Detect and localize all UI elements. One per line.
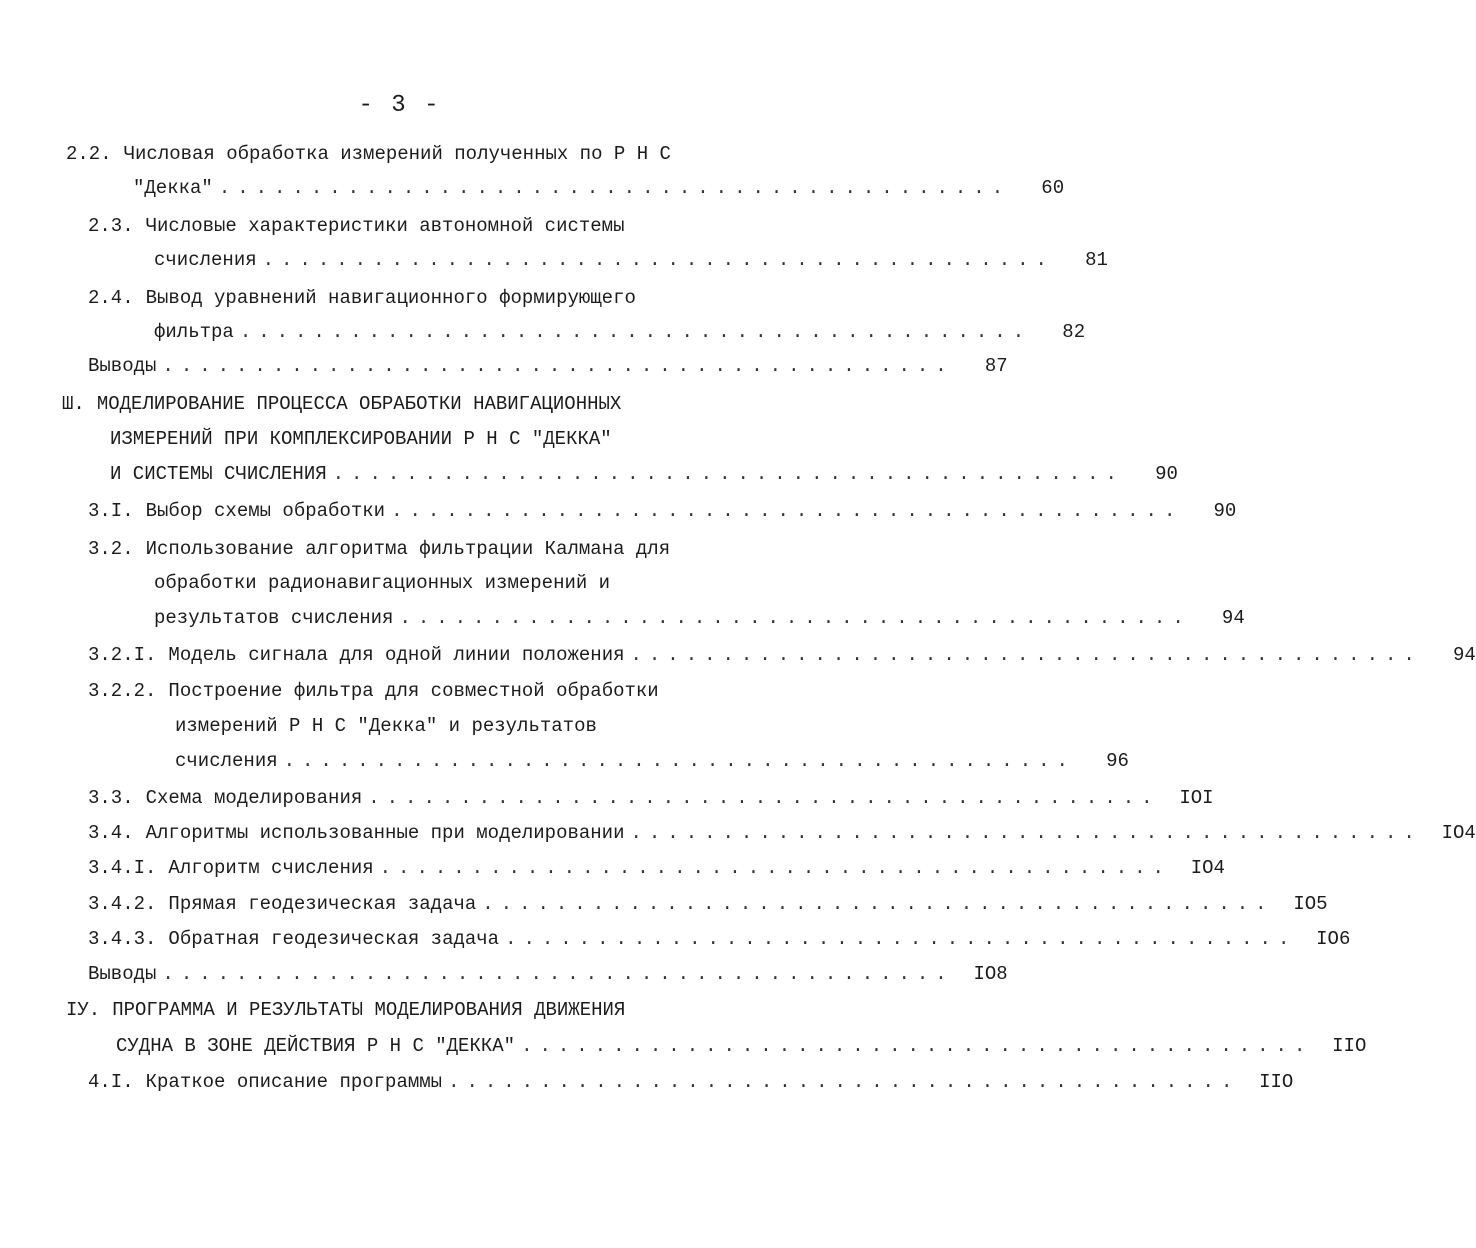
toc-line [88, 537, 670, 561]
page-ref: IO4 [1441, 822, 1476, 844]
toc-line [88, 962, 1008, 986]
page-ref: 87 [984, 355, 1008, 377]
toc-line [175, 749, 1129, 773]
section-title: Алгоритм счисления [168, 857, 374, 879]
section-title: Модель сигнала для одной линии положения [168, 644, 625, 666]
section-title: фильтра [154, 321, 234, 343]
page-ref: 81 [1085, 249, 1108, 271]
section-number: 3.4.2. [88, 893, 157, 915]
dot-leader: ........................................... [162, 963, 954, 985]
dot-leader: ........................................... [283, 750, 1075, 772]
section-title: Выводы [88, 963, 157, 985]
toc-line [62, 392, 621, 416]
dot-leader: ........................................... [368, 787, 1160, 809]
toc-line [175, 714, 597, 738]
section-title: обработки радионавигационных измерений и [154, 572, 611, 594]
page-ref: 90 [1213, 500, 1237, 522]
toc-line [154, 320, 1086, 344]
page-ref: IO6 [1316, 928, 1351, 950]
section-title: Прямая геодезическая задача [168, 893, 477, 915]
dot-leader: ........................................... [521, 1035, 1313, 1057]
toc-line [88, 821, 1476, 845]
page-ref: IOI [1179, 787, 1214, 809]
section-number: 2.2. [66, 143, 112, 165]
page-ref: 96 [1106, 750, 1129, 772]
section-title: Числовые характеристики автономной системы [145, 215, 625, 237]
dot-leader: ........................................... [482, 893, 1274, 915]
page-ref: 82 [1062, 321, 1086, 343]
section-title: Алгоритмы использованные при моделировании [145, 822, 625, 844]
toc-line [133, 176, 1065, 200]
toc-line [66, 998, 625, 1022]
section-title: И СИСТЕМЫ СЧИСЛЕНИЯ [110, 463, 327, 485]
toc-line [88, 679, 659, 703]
toc-line [110, 427, 612, 451]
section-title: Использование алгоритма фильтрации Калмана для [145, 538, 671, 560]
section-number: 3.2. [88, 538, 134, 560]
page-ref: 94 [1221, 607, 1245, 629]
toc-line [88, 927, 1351, 951]
section-number: IУ. [66, 999, 101, 1021]
section-number: 3.4.3. [88, 928, 157, 950]
section-title: Построение фильтра для совместной обработки [168, 680, 659, 702]
toc-line [88, 214, 625, 238]
toc-line [88, 643, 1476, 667]
section-title: измерений Р Н С "Декка" и результатов [175, 715, 597, 737]
dot-leader: ........................................... [630, 644, 1422, 666]
dot-leader: ........................................... [391, 500, 1183, 522]
section-title: Выбор схемы обработки [145, 500, 386, 522]
section-title: результатов счисления [154, 607, 394, 629]
page-ref: IO5 [1293, 893, 1328, 915]
toc-line [88, 286, 636, 310]
toc-line [88, 354, 1008, 378]
dot-leader: ........................................... [448, 1071, 1240, 1093]
section-number: 3.4. [88, 822, 134, 844]
section-number: Ш. [62, 393, 85, 415]
toc-line [88, 499, 1237, 523]
toc-line [154, 248, 1108, 272]
page-ref: 60 [1041, 177, 1065, 199]
section-number: 2.3. [88, 215, 134, 237]
dot-leader: ........................................... [218, 177, 1011, 199]
section-title: ИЗМЕРЕНИЙ ПРИ КОМПЛЕКСИРОВАНИИ Р Н С "ДЕККА" [110, 428, 612, 450]
section-title: ПРОГРАММА И РЕЗУЛЬТАТЫ МОДЕЛИРОВАНИЯ ДВИЖЕНИЯ [112, 999, 626, 1021]
page-ref: 94 [1452, 644, 1476, 666]
dot-leader: ........................................... [379, 857, 1171, 879]
section-title: Схема моделирования [145, 787, 363, 809]
page-ref: IIO [1332, 1035, 1367, 1057]
page-ref: IO4 [1190, 857, 1225, 879]
toc-line [154, 571, 610, 595]
section-title: Выводы [88, 355, 157, 377]
page-number: - 3 - [358, 92, 441, 119]
toc-line [88, 1070, 1294, 1094]
section-number: 3.I. [88, 500, 134, 522]
section-title: СУДНА В ЗОНЕ ДЕЙСТВИЯ Р Н С "ДЕККА" [116, 1035, 516, 1057]
section-number: 2.4. [88, 287, 134, 309]
dot-leader: ........................................... [239, 321, 1032, 343]
page-ref: 90 [1155, 463, 1178, 485]
toc-line [66, 142, 671, 166]
section-title: "Декка" [133, 177, 213, 199]
page-ref: IO8 [973, 963, 1008, 985]
toc-line [110, 462, 1178, 486]
dot-leader: ........................................... [262, 249, 1054, 271]
section-title: счисления [154, 249, 257, 271]
section-number: 3.4.I. [88, 857, 157, 879]
dot-leader: ........................................... [162, 355, 954, 377]
section-title: счисления [175, 750, 278, 772]
toc-line [88, 786, 1214, 810]
section-number: 4.I. [88, 1071, 134, 1093]
dot-leader: ........................................... [332, 463, 1124, 485]
dot-leader: ........................................... [630, 822, 1422, 844]
section-title: МОДЕЛИРОВАНИЕ ПРОЦЕССА ОБРАБОТКИ НАВИГАЦИОННЫХ [96, 393, 622, 415]
dot-leader: ........................................... [399, 607, 1191, 629]
dot-leader: ........................................... [505, 928, 1297, 950]
toc-line [154, 606, 1245, 630]
toc-line [88, 856, 1225, 880]
section-title: Краткое описание программы [145, 1071, 443, 1093]
toc-line [116, 1034, 1367, 1058]
section-title: Числовая обработка измерений полученных по Р Н С [123, 143, 671, 165]
section-title: Вывод уравнений навигационного формирующего [145, 287, 636, 309]
section-number: 3.2.2. [88, 680, 157, 702]
section-number: 3.3. [88, 787, 134, 809]
toc-line [88, 892, 1328, 916]
section-title: Обратная геодезическая задача [168, 928, 500, 950]
section-number: 3.2.I. [88, 644, 157, 666]
page-ref: IIO [1259, 1071, 1294, 1093]
